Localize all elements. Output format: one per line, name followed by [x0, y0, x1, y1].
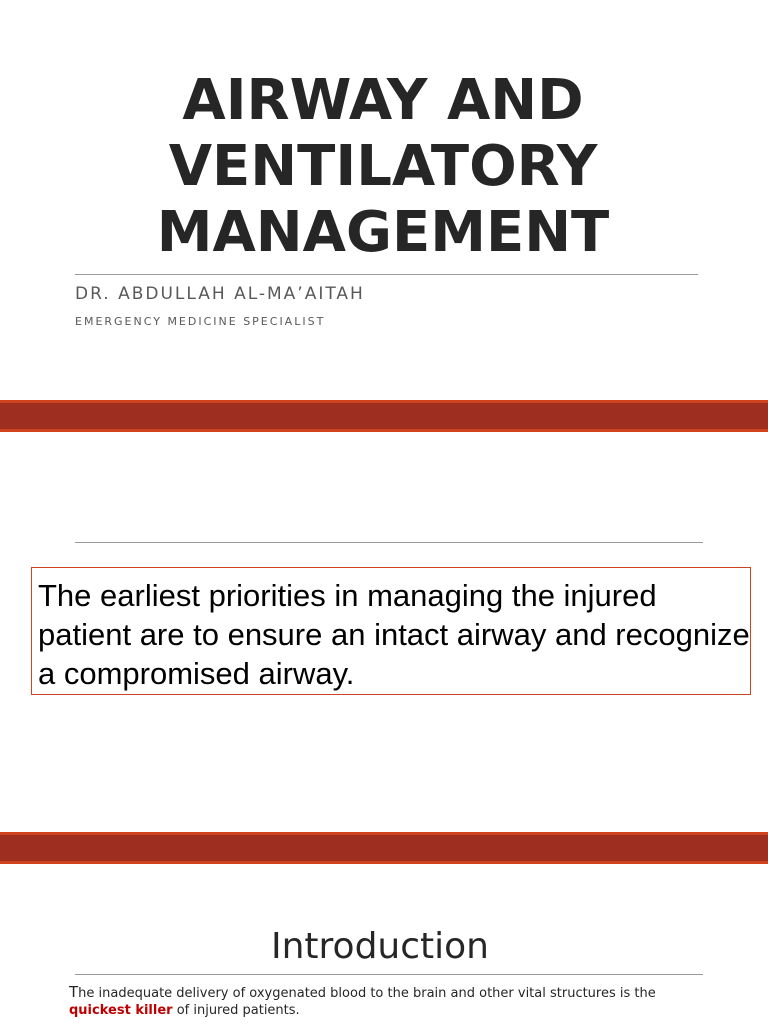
body-text-part2: of injured patients. — [172, 1003, 300, 1018]
title-divider — [75, 274, 698, 275]
author-role: EMERGENCY MEDICINE SPECIALIST — [75, 315, 326, 328]
body-first-letter: T — [69, 983, 79, 1001]
introduction-body — [69, 984, 709, 1019]
introduction-divider — [75, 974, 703, 975]
priority-statement-text: The earliest priorities in managing the injured patient are to ensure an intact airway and recognize a compromised airway. — [38, 578, 750, 691]
slide-title: AIRWAY AND VENTILATORY MANAGEMENT — [156, 68, 610, 265]
slide-separator — [0, 400, 768, 432]
statement-slide — [0, 432, 768, 832]
body-text-part1: he inadequate delivery of oxygenated blood to the brain and other vital structures is the — [78, 986, 656, 1001]
slide-separator — [0, 832, 768, 864]
introduction-heading: Introduction — [270, 926, 489, 967]
priority-statement-box — [31, 567, 751, 695]
introduction-slide — [0, 864, 768, 1024]
statement-divider — [75, 542, 703, 543]
quickest-killer-highlight: quickest killer — [69, 1003, 173, 1018]
title-slide — [0, 0, 768, 400]
author-name: DR. ABDULLAH AL-MA’AITAH — [75, 284, 365, 304]
